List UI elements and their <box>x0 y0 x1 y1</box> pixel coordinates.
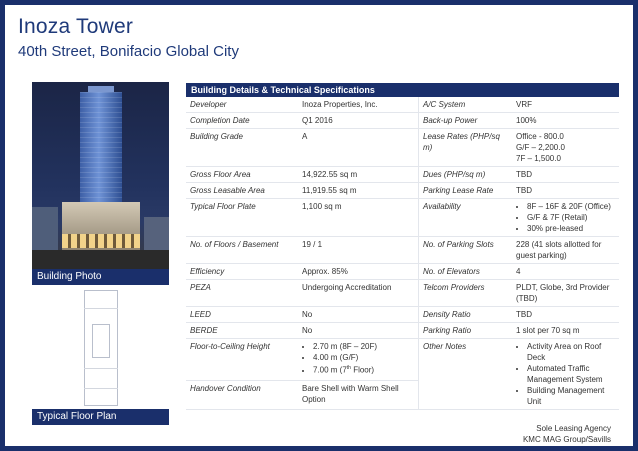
spec-value: PLDT, Globe, 3rd Provider (TBD) <box>512 280 619 307</box>
specs-table <box>186 97 619 410</box>
photo-caption: Building Photo <box>32 269 169 285</box>
list-item: • 30% pre-leased <box>527 223 615 234</box>
spec-label: Typical Floor Plate <box>186 199 298 237</box>
spec-label: Lease Rates (PHP/sq m) <box>419 129 513 167</box>
list-item: • Activity Area on Roof Deck <box>527 341 615 363</box>
lease-rate-gf: G/F – 2,200.0 <box>516 143 565 152</box>
spec-value: Q1 2016 <box>298 113 419 129</box>
lease-rate-office: Office - 800.0 <box>516 132 564 141</box>
height-list <box>302 341 414 376</box>
spec-value: 1 slot per 70 sq m <box>512 323 619 339</box>
spec-value: A <box>298 129 419 167</box>
spec-value <box>298 339 419 381</box>
spec-value: VRF <box>512 97 619 113</box>
spec-label: Availability <box>419 199 513 237</box>
spec-label: Gross Floor Area <box>186 167 298 183</box>
spec-value: Approx. 85% <box>298 264 419 280</box>
floor-plan-gridline <box>84 368 118 369</box>
page-title: Inoza Tower <box>18 15 134 38</box>
table-row <box>186 339 619 381</box>
list-item: • 8F – 16F & 20F (Office) <box>527 201 615 212</box>
spec-value: Inoza Properties, Inc. <box>298 97 419 113</box>
spec-value: 4 <box>512 264 619 280</box>
spec-label: No. of Floors / Basement <box>186 237 298 264</box>
table-row <box>186 97 619 113</box>
street <box>32 250 169 269</box>
spec-value: TBD <box>512 307 619 323</box>
ordinal-suffix: th <box>346 365 351 371</box>
podium-lights <box>62 234 140 248</box>
table-row <box>186 264 619 280</box>
spec-label: Other Notes <box>419 339 513 410</box>
building-photo <box>32 82 169 269</box>
spec-label: Parking Lease Rate <box>419 183 513 199</box>
table-row <box>186 183 619 199</box>
spec-label: A/C System <box>419 97 513 113</box>
footer-agency: Sole Leasing Agency <box>536 424 611 433</box>
spec-label: Building Grade <box>186 129 298 167</box>
spec-value <box>512 129 619 167</box>
table-row <box>186 307 619 323</box>
spec-value: 100% <box>512 113 619 129</box>
spec-value: TBD <box>512 167 619 183</box>
spec-value: 14,922.55 sq m <box>298 167 419 183</box>
floor-plan-caption: Typical Floor Plan <box>32 409 169 425</box>
spec-value: 11,919.55 sq m <box>298 183 419 199</box>
specs-heading: Building Details & Technical Specifications <box>186 83 619 97</box>
spec-label: PEZA <box>186 280 298 307</box>
spec-label: Density Ratio <box>419 307 513 323</box>
spec-value: 1,100 sq m <box>298 199 419 237</box>
spec-label: Efficiency <box>186 264 298 280</box>
height-text: Floor) <box>350 365 375 375</box>
floor-plan-gridline <box>84 308 118 309</box>
notes-list <box>516 341 615 407</box>
spec-value: 19 / 1 <box>298 237 419 264</box>
list-item: • 2.70 m (8F – 20F) <box>313 341 414 352</box>
spec-value: 228 (41 slots allotted for guest parking) <box>512 237 619 264</box>
spec-label: BERDE <box>186 323 298 339</box>
spec-label: Dues (PHP/sq m) <box>419 167 513 183</box>
footer-group: KMC MAG Group/Savills <box>522 435 611 444</box>
list-item <box>313 363 414 376</box>
spec-label: No. of Parking Slots <box>419 237 513 264</box>
spec-value <box>512 199 619 237</box>
spec-label: Parking Ratio <box>419 323 513 339</box>
footer <box>523 423 611 445</box>
table-row <box>186 237 619 264</box>
spec-value: Bare Shell with Warm Shell Option <box>298 381 419 410</box>
list-item: • Automated Traffic Management System <box>527 363 615 385</box>
spec-label: Completion Date <box>186 113 298 129</box>
spec-value: TBD <box>512 183 619 199</box>
floor-plan-image <box>32 288 169 408</box>
availability-list <box>516 201 615 234</box>
neighbor-building <box>144 217 169 252</box>
table-row <box>186 167 619 183</box>
list-item: • 4.00 m (G/F) <box>313 352 414 363</box>
spec-label: Back-up Power <box>419 113 513 129</box>
table-row <box>186 280 619 307</box>
spec-label: Gross Leasable Area <box>186 183 298 199</box>
floor-plan-gridline <box>84 388 118 389</box>
table-row <box>186 323 619 339</box>
floor-plan-core <box>92 324 110 358</box>
spec-label: Telcom Providers <box>419 280 513 307</box>
list-item: • Building Management Unit <box>527 385 615 407</box>
table-row <box>186 199 619 237</box>
height-text: 7.00 m (7 <box>313 365 347 375</box>
spec-label: Developer <box>186 97 298 113</box>
table-row <box>186 113 619 129</box>
spec-value: Undergoing Accreditation <box>298 280 419 307</box>
spec-label: LEED <box>186 307 298 323</box>
lease-rate-7f: 7F – 1,500.0 <box>516 154 561 163</box>
page-subtitle: 40th Street, Bonifacio Global City <box>18 43 239 60</box>
list-item: • G/F & 7F (Retail) <box>527 212 615 223</box>
spec-value <box>512 339 619 410</box>
spec-label: No. of Elevators <box>419 264 513 280</box>
spec-label: Floor-to-Ceiling Height <box>186 339 298 381</box>
spec-value: No <box>298 323 419 339</box>
spec-label: Handover Condition <box>186 381 298 410</box>
spec-value: No <box>298 307 419 323</box>
neighbor-building <box>32 207 58 252</box>
table-row <box>186 129 619 167</box>
